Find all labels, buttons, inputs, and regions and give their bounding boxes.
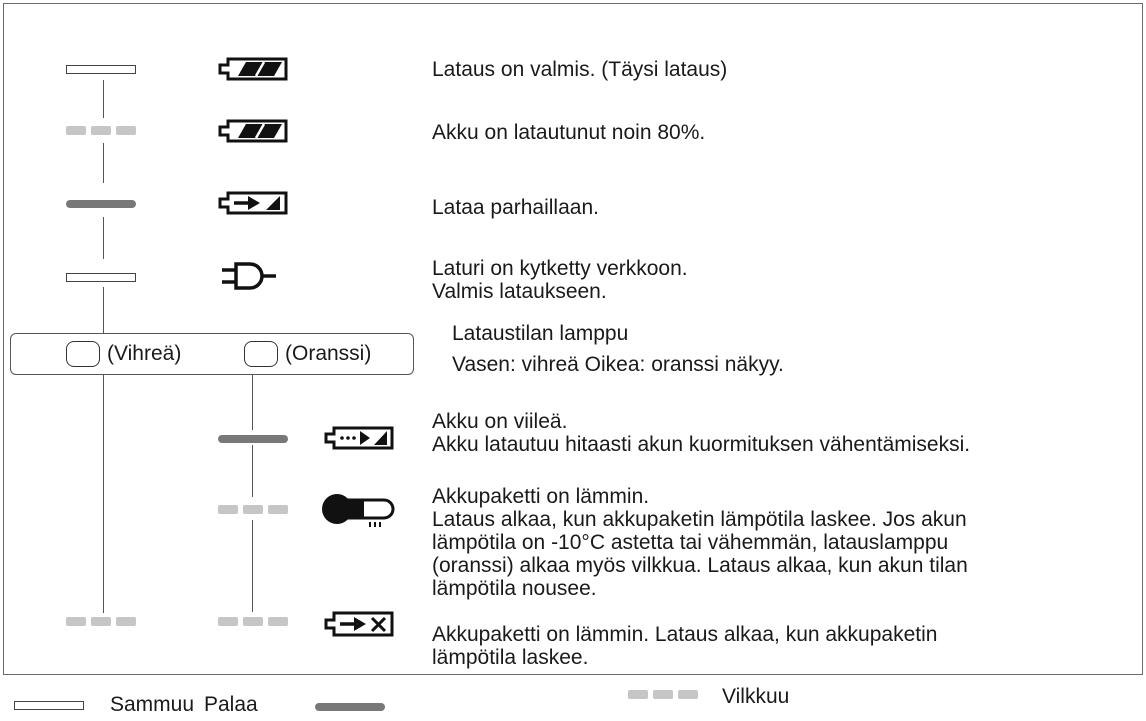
lamp-off-indicator xyxy=(66,273,136,282)
connector-line xyxy=(252,445,253,497)
lamp-legend-box xyxy=(10,333,414,375)
battery-charging-icon xyxy=(216,190,288,216)
lamp-on-indicator xyxy=(66,200,136,208)
lamp-off-indicator xyxy=(66,65,136,74)
green-lamp-icon xyxy=(66,341,100,367)
battery-error-icon xyxy=(322,610,394,638)
lamp-blink-indicator xyxy=(218,505,288,514)
lamp-legend-subtitle: Vasen: vihreä Oikea: oranssi näkyy. xyxy=(452,353,784,376)
thermometer-icon xyxy=(320,492,396,528)
row-text-line: Laturi on kytketty verkkoon. xyxy=(432,257,688,280)
connector-line xyxy=(103,143,104,183)
battery-slow-charge-icon xyxy=(322,425,394,451)
row-text-line: (oranssi) alkaa myös vilkkua. Lataus alkaa, kun akun tilan xyxy=(432,554,968,577)
connector-line xyxy=(252,520,253,612)
row-text-line: Akku latautuu hitaasti akun kuormituksen vähentämiseksi. xyxy=(432,433,971,456)
row-text-line: lämpötila laskee. xyxy=(432,646,589,669)
legend-on-swatch xyxy=(315,703,385,711)
row-text: Lataa parhaillaan. xyxy=(432,196,599,219)
lamp-blink-indicator xyxy=(218,617,288,626)
green-lamp-label: (Vihreä) xyxy=(107,342,182,365)
row-text-line: Valmis lataukseen. xyxy=(432,280,607,303)
plug-icon xyxy=(218,260,290,292)
battery-full-icon xyxy=(216,118,288,144)
lamp-blink-indicator xyxy=(66,617,136,626)
orange-lamp-icon xyxy=(244,341,278,367)
row-text-line: Akku on viileä. xyxy=(432,410,568,433)
row-text-line: Akkupaketti on lämmin. xyxy=(432,485,650,508)
row-text-line: Lataus alkaa, kun akkupaketin lämpötila laskee. Jos akun xyxy=(432,508,967,531)
legend-off-swatch xyxy=(14,701,84,710)
row-text: Lataus on valmis. (Täysi lataus) xyxy=(432,58,728,81)
battery-full-icon xyxy=(216,56,288,82)
lamp-legend-title: Lataustilan lamppu xyxy=(452,322,629,345)
legend-on-label: Palaa xyxy=(204,693,258,716)
connector-line xyxy=(103,375,104,613)
connector-line xyxy=(103,217,104,259)
row-text-line: lämpötila nousee. xyxy=(432,577,597,600)
connector-line xyxy=(252,375,253,430)
row-text-line: lämpötila on -10°C astetta tai vähemmän, latauslamppu xyxy=(432,531,949,554)
connector-line xyxy=(103,287,104,333)
legend-blink-swatch xyxy=(628,690,698,699)
row-text: Akku on latautunut noin 80%. xyxy=(432,121,706,144)
lamp-blink-indicator xyxy=(66,126,136,135)
lamp-on-indicator xyxy=(218,435,288,443)
orange-lamp-label: (Oranssi) xyxy=(285,342,372,365)
legend-off-label: Sammuu xyxy=(110,693,195,716)
row-text-line: Akkupaketti on lämmin. Lataus alkaa, kun akkupaketin xyxy=(432,623,938,646)
legend-blink-label: Vilkkuu xyxy=(722,685,790,708)
connector-line xyxy=(103,80,104,118)
